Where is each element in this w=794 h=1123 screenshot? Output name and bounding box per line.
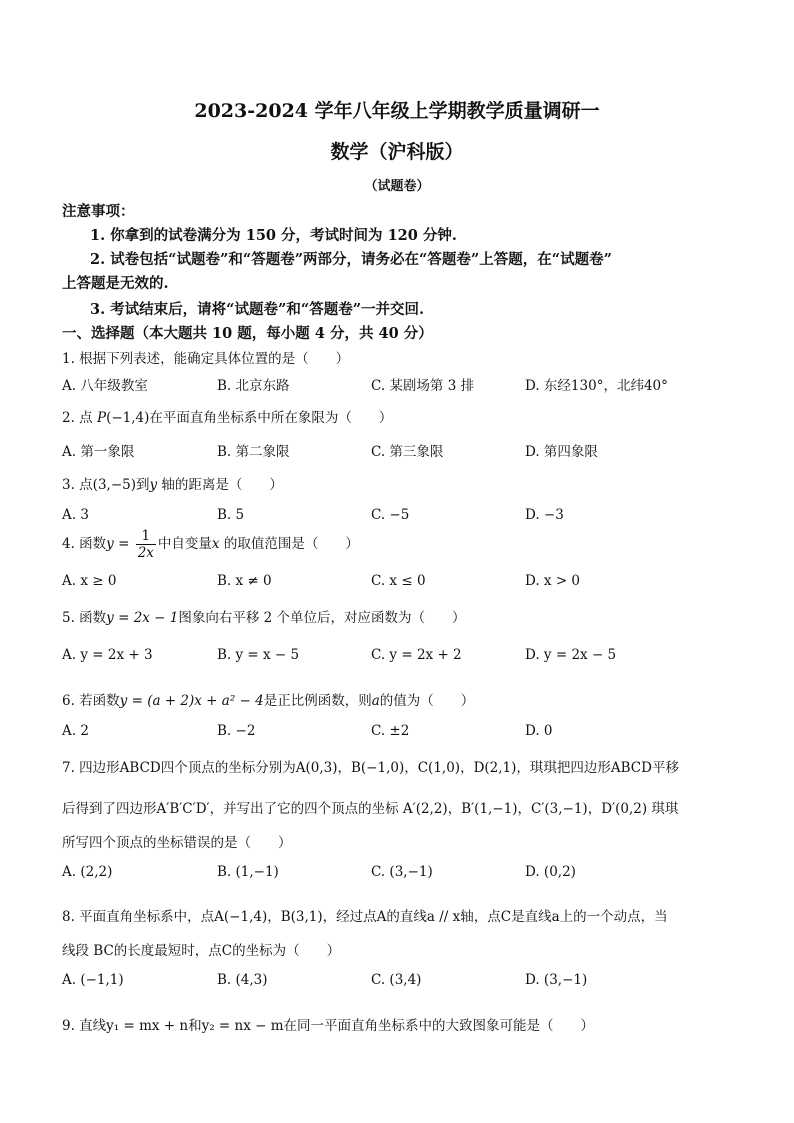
question-3-stem: 3. 点(3,−5)到y 轴的距离是（ ）: [62, 477, 283, 493]
question-5-option-a: A. y = 2x + 3: [62, 647, 153, 663]
question-7-stem-line-2: 后得到了四边形A′B′C′D′，并写出了它的四个顶点的坐标 A′(2,2)，B′(1,−1)，C′(3,−1)，D′(0,2) 琪琪: [62, 801, 679, 817]
notice-item-2-cont: 上答题是无效的.: [62, 275, 169, 292]
question-6-option-a: A. 2: [62, 723, 89, 739]
question-1-option-d: D. 东经130°，北纬40°: [525, 378, 668, 394]
question-7-stem-line-3: 所写四个顶点的坐标错误的是（ ）: [62, 835, 292, 851]
question-6-stem: 6. 若函数y = (a + 2)x + a² − 4是正比例函数，则a的值为（ ）: [62, 693, 475, 709]
notice-item-1: 1. 你拿到的试卷满分为 150 分，考试时间为 120 分钟.: [90, 227, 457, 244]
section-heading: 一、选择题（本大题共 10 题，每小题 4 分，共 40 分）: [62, 325, 433, 342]
question-3-option-c: C. −5: [371, 507, 410, 523]
question-7-option-a: A. (2,2): [62, 864, 113, 880]
question-2-option-b: B. 第二象限: [217, 444, 290, 460]
question-2-option-c: C. 第三象限: [371, 444, 444, 460]
question-6-option-b: B. −2: [217, 723, 256, 739]
paper-type: （试题卷）: [364, 179, 430, 194]
question-8-stem-line-1: 8. 平面直角坐标系中，点A(−1,4)，B(3,1)，经过点A的直线a // x轴，点C是直线a上的一个动点，当: [62, 909, 668, 925]
question-8-option-c: C. (3,4): [371, 972, 422, 988]
question-3-option-a: A. 3: [62, 507, 89, 523]
notice-heading: 注意事项：: [62, 203, 135, 220]
question-2-stem: 2. 点 P(−1,4)在平面直角坐标系中所在象限为（ ）: [62, 410, 393, 426]
question-1-option-b: B. 北京东路: [217, 378, 290, 394]
question-8-option-d: D. (3,−1): [525, 972, 588, 988]
question-8-option-a: A. (−1,1): [62, 972, 124, 988]
question-7-option-b: B. (1,−1): [217, 864, 279, 880]
notice-item-3: 3. 考试结束后，请将“试题卷”和“答题卷”一并交回.: [90, 301, 425, 318]
question-7-option-d: D. (0,2): [525, 864, 576, 880]
question-6-option-c: C. ±2: [371, 723, 410, 739]
question-8-stem-line-2: 线段 BC的长度最短时，点C的坐标为（ ）: [62, 943, 341, 959]
question-7-stem-line-1: 7. 四边形ABCD四个顶点的坐标分别为A(0,3)，B(−1,0)，C(1,0)，D(2,1)，琪琪把四边形ABCD平移: [62, 760, 679, 776]
fraction: $\frac{1}{2x}$: [137, 528, 154, 561]
question-1-option-a: A. 八年级教室: [62, 378, 148, 394]
question-1-stem: 1. 根据下列表述，能确定具体位置的是（ ）: [62, 351, 350, 367]
question-5-option-b: B. y = x − 5: [217, 647, 300, 663]
question-2-option-d: D. 第四象限: [525, 444, 598, 460]
question-9-stem: 9. 直线y₁ = mx + n和y₂ = nx − m在同一平面直角坐标系中的大致图象可能是（ ）: [62, 1018, 595, 1034]
question-3-option-d: D. −3: [525, 507, 564, 523]
notice-item-2: 2. 试卷包括“试题卷”和“答题卷”两部分，请务必在“答题卷”上答题，在“试题卷”: [90, 251, 612, 268]
question-4-option-c: C. x ≤ 0: [371, 573, 426, 589]
question-5-option-d: D. y = 2x − 5: [525, 647, 617, 663]
question-4-option-b: B. x ≠ 0: [217, 573, 272, 589]
question-2-option-a: A. 第一象限: [62, 444, 135, 460]
question-8-option-b: B. (4,3): [217, 972, 268, 988]
question-1-option-c: C. 某剧场第 3 排: [371, 378, 475, 394]
question-6-option-d: D. 0: [525, 723, 553, 739]
question-5-stem: 5. 函数y = 2x − 1图象向右平移 2 个单位后，对应函数为（ ）: [62, 610, 466, 626]
exam-title: 2023-2024 学年八年级上学期教学质量调研一: [194, 100, 600, 122]
question-4-option-a: A. x ≥ 0: [62, 573, 117, 589]
question-7-option-c: C. (3,−1): [371, 864, 433, 880]
question-5-option-c: C. y = 2x + 2: [371, 647, 462, 663]
question-4-option-d: D. x > 0: [525, 573, 581, 589]
question-3-option-b: B. 5: [217, 507, 245, 523]
question-4-stem: 4. 函数y = $\frac{1}{2x}$ 中自变量x 的取值范围是（ ）: [62, 528, 359, 561]
exam-subtitle: 数学（沪科版）: [330, 141, 464, 163]
